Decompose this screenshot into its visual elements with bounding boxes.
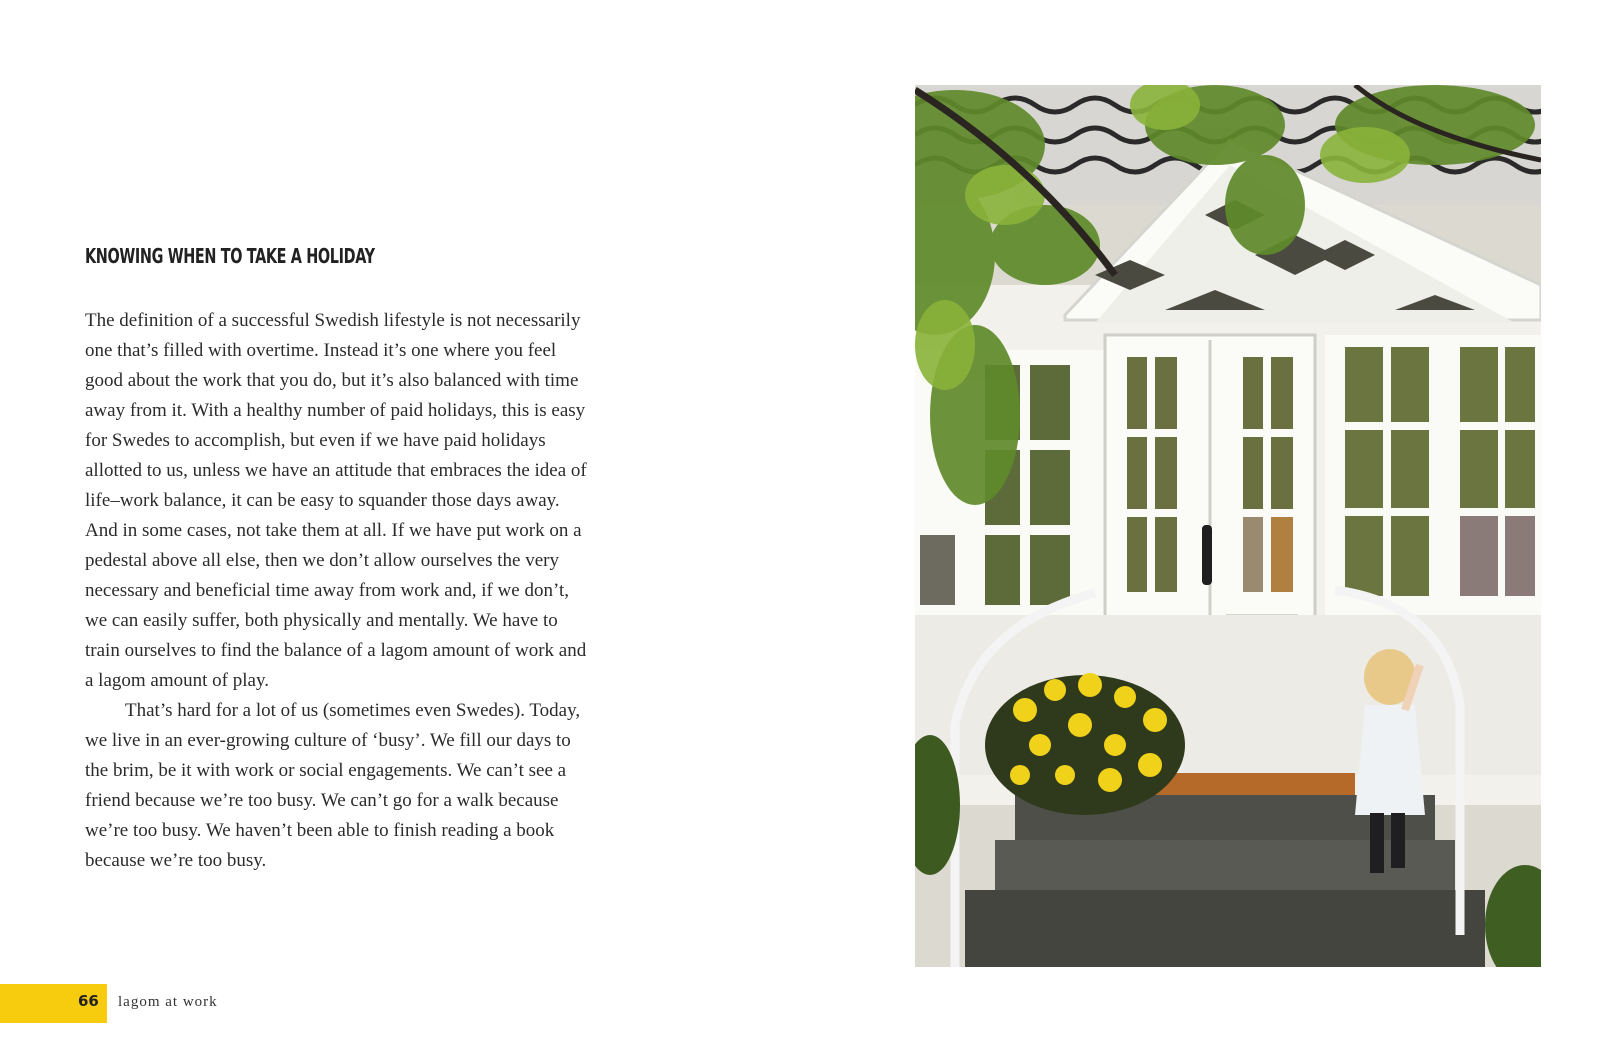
body-text: [85, 306, 595, 876]
flower-pot-foliage: [985, 675, 1185, 815]
doormat: [1145, 773, 1355, 798]
paragraph: The definition of a successful Swedish lifestyle is not necessarily one that’s filled with overtime. Instead it’s one where you feel good about the work that you do, but it’s also balanced with time away from it. With a healthy number of paid holidays, this is easy for Swedes to accomplish, but even if we have paid holidays allotted to us, unless we have an attitude that embraces the idea of life–work balance, it can be easy to squander those days away. And in some cases, not take them at all. If we have put work on a pedestal above all else, then we don’t allow ourselves the very necessary and beneficial time away from work and, if we don’t, we can easily suffer, both physically and mentally. We have to train ourselves to find the balance of a lagom amount of work and a lagom amount of play.: [85, 310, 587, 691]
house-entrance-photo: [915, 85, 1541, 967]
paragraph: That’s hard for a lot of us (sometimes even Swedes). Today, we live in an ever-growing culture of ‘busy’. We fill our days to the brim, be it with work or social engagements. We can’t see a friend because we’re too busy. We can’t go for a walk because we’re too busy. We haven’t been able to finish reading a book because we’re too busy.: [85, 700, 581, 871]
section-heading: KNOWING WHEN TO TAKE A HOLIDAY: [85, 244, 375, 268]
photo-illustration: [915, 85, 1541, 967]
door-handle: [1202, 525, 1212, 585]
step-bottom: [965, 890, 1485, 967]
running-title: lagom at work: [118, 994, 218, 1010]
step-middle: [995, 840, 1455, 890]
page-number: 66: [78, 992, 99, 1010]
shrub: [1485, 865, 1541, 967]
